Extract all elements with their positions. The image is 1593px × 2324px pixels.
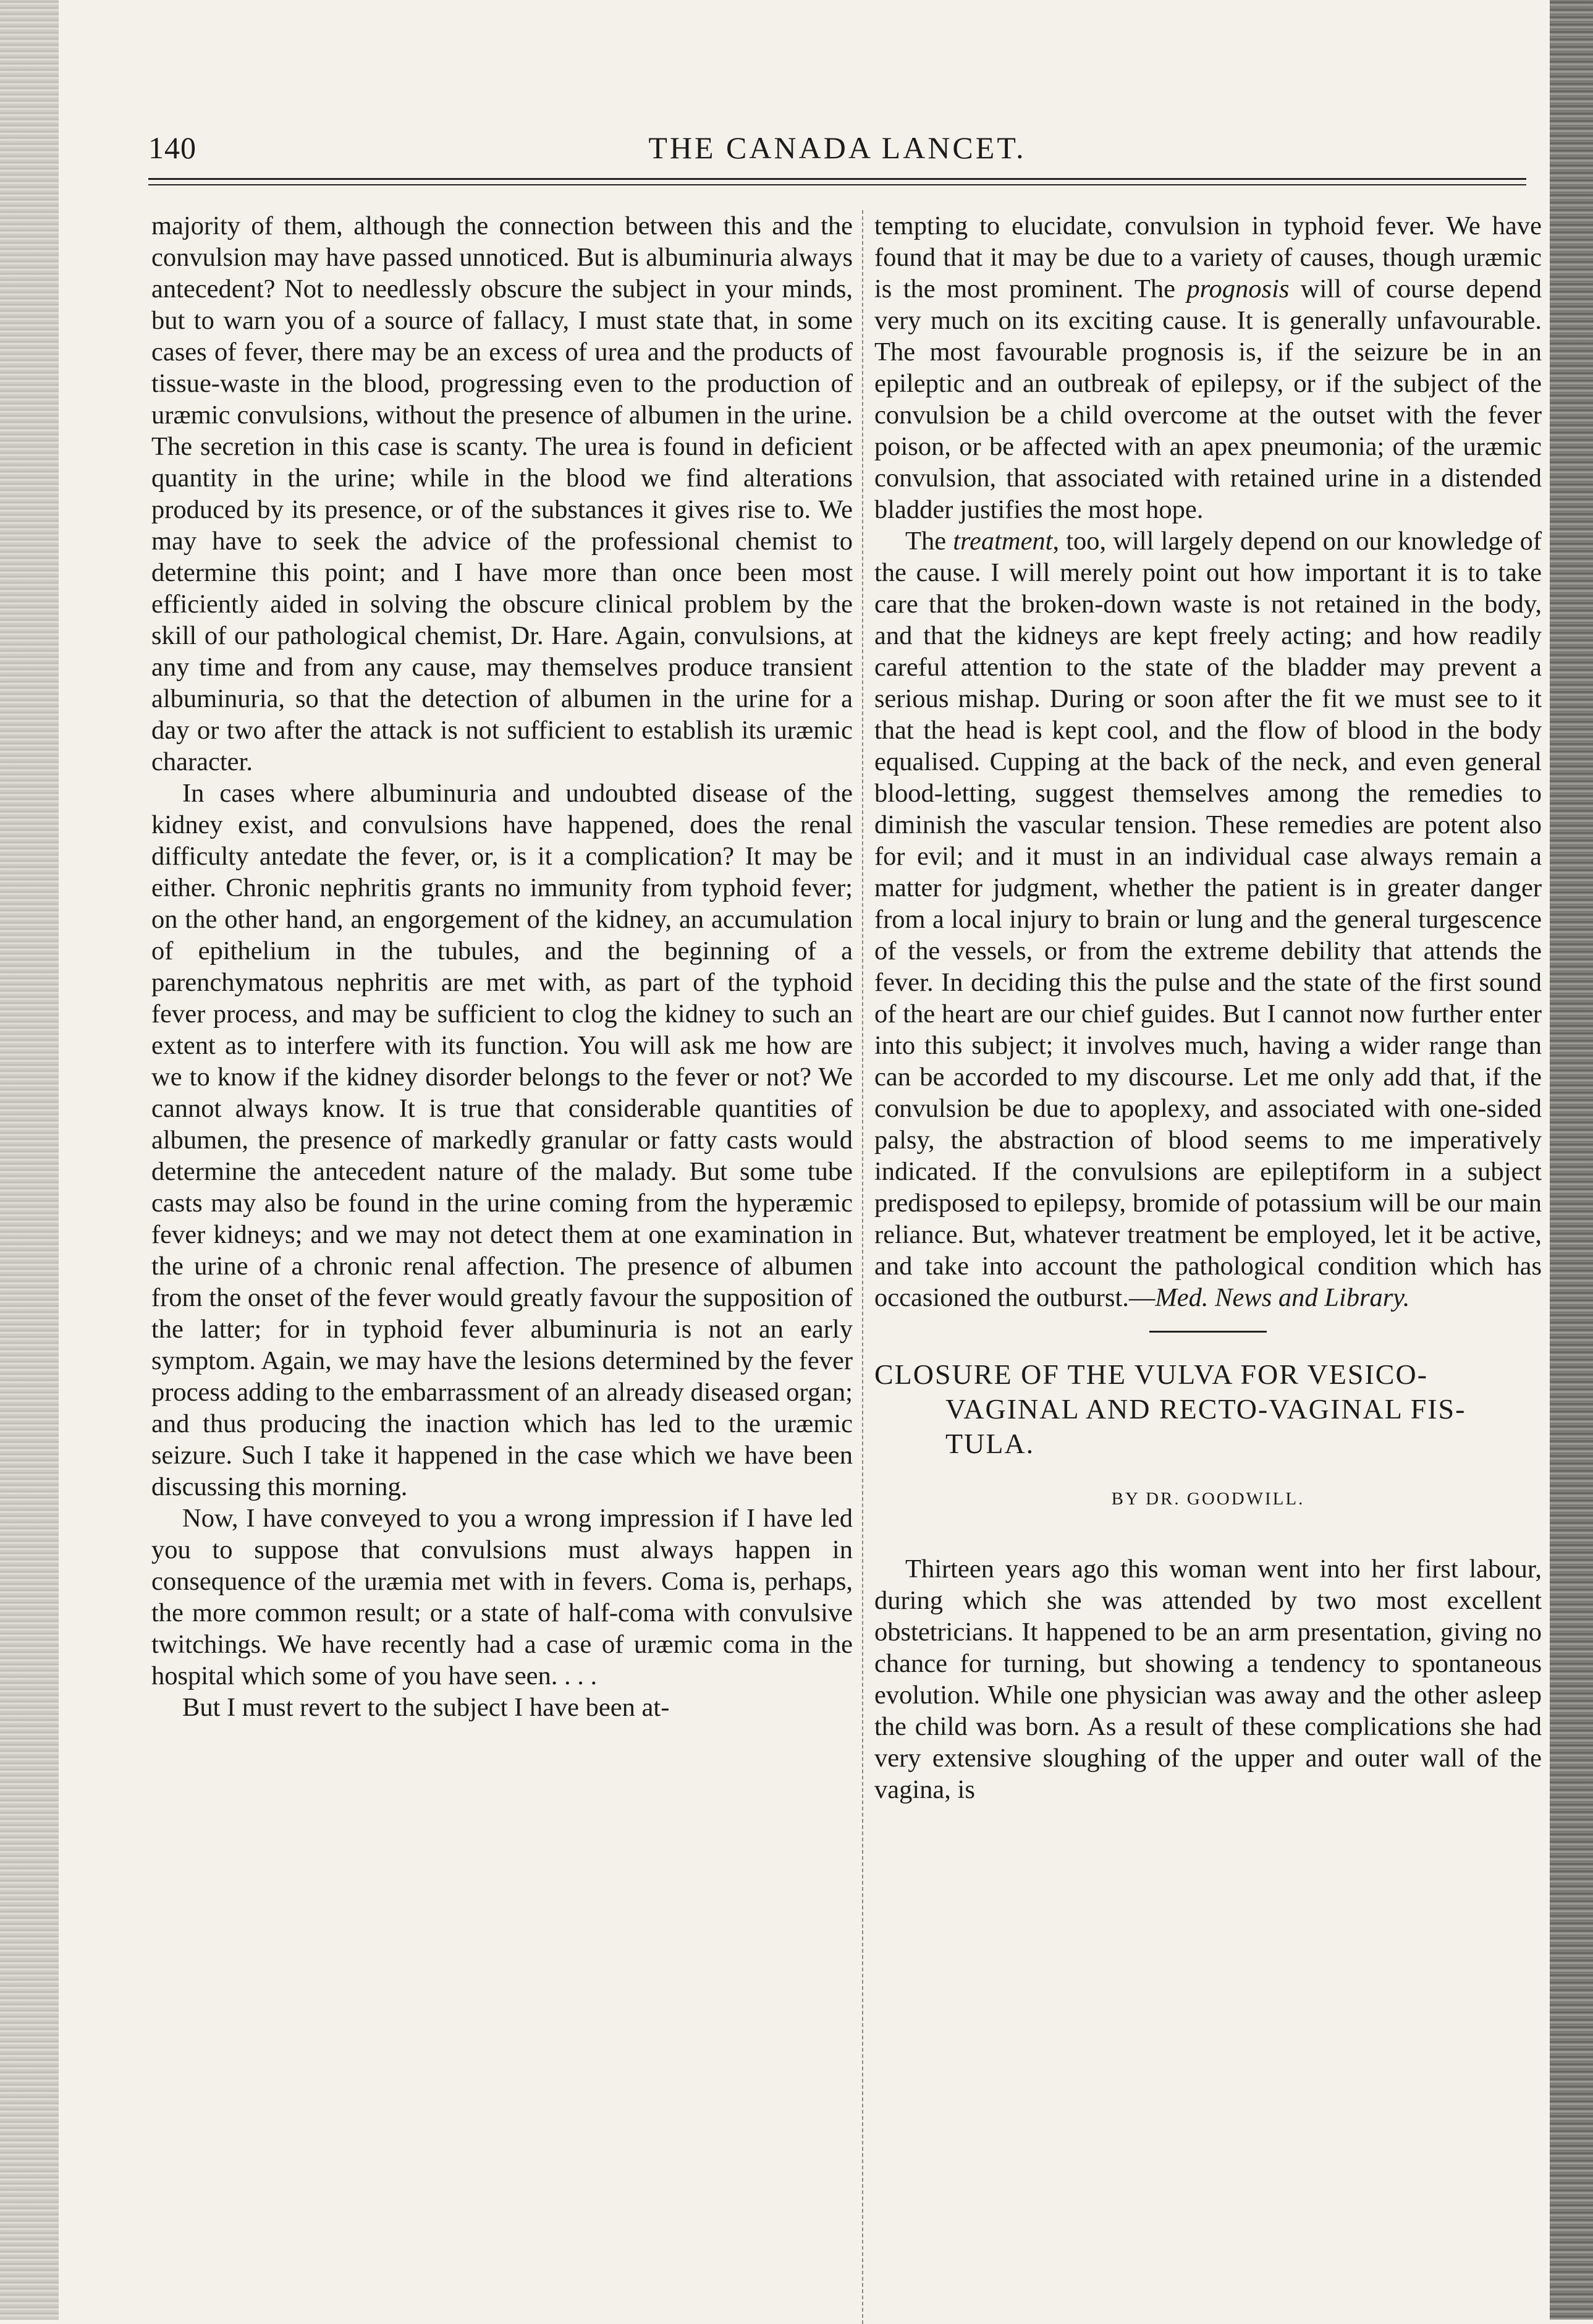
page-header: [148, 130, 1526, 173]
article-title: [874, 1357, 1542, 1461]
paragraph-text: tempting to elucidate, convulsion in typhoid fever. We have found that it may be due to a variety of causes, though uræmic is the most prominent. The: [874, 211, 1542, 303]
paragraph: majority of them, although the connection between this and the convulsion may have passed unnoticed. But is albuminuria always antecedent? Not to needlessly obscure the subject in your minds, but to warn you of a source of fallacy, I must state that, in some cases of fever, there may be an excess of urea and the products of tissue-waste in the blood, progressing even to the production of uræmic convulsions, without the presence of albumen in the urine. The secretion in this case is scanty. The urea is found in deficient quantity in the urine; while in the blood we find alterations produced by its presence, or of the substances it gives rise to. We may have to seek the advice of the professional chemist to determine this point; and I have more than once been most efficiently aided in solving the obscure clinical problem by the skill of our pathological chemist, Dr. Hare. Again, convulsions, at any time and from any cause, may themselves produce transient albuminuria, so that the detection of albumen in the urine for a day or two after the attack is not sufficient to establish its uræmic character.: [151, 211, 853, 776]
paragraph: [874, 210, 1542, 525]
page-edge-right: [1550, 0, 1593, 2320]
paragraph-text: will of course depend very much on its exciting cause. It is generally unfavourable. The most favourable prognosis is, if the seizure be in an epileptic and an outbreak of epilepsy, or if the subject of the convulsion be a child overcome at the outset with the fever poison, or be affected with an apex pneumonia; of the uræmic convulsion, that associated with retained urine in a distended bladder justifies the most hope.: [874, 274, 1542, 524]
article-title-line: CLOSURE OF THE VULVA FOR VESICO-: [874, 1359, 1429, 1390]
article-title-line: TULA.: [945, 1428, 1035, 1459]
page-edge-left: [0, 0, 59, 2320]
header-rule: [148, 178, 1526, 180]
running-title: THE CANADA LANCET.: [648, 130, 1026, 165]
paragraph: In cases where albuminuria and undoubted disease of the kidney exist, and convulsions have happened, does the renal difficulty antedate the fever, or, is it a complication? It may be either. Chronic nephritis grants no immunity from typhoid fever; on the other hand, an engorgement of the kidney, an accumulation of epithelium in the tubules, and the beginning of a parenchymatous nephritis are met with, as part of the typhoid fever process, and may be sufficient to clog the kidney to such an extent as to interfere with its function. You will ask me how are we to know if the kidney disorder belongs to the fever or not? We cannot always know. It is true that considerable quantities of albumen, the presence of markedly granular or fatty casts would determine the antecedent nature of the malady. But some tube casts may also be found in the urine coming from the hyperæmic fever kidneys; and we may not detect them at one examination in the urine of a chronic renal affection. The presence of albumen from the onset of the fever would greatly favour the supposition of the latter; for in typhoid fever albuminuria is not an early symptom. Again, we may have the lesions determined by the fever process adding to the embarrassment of an already diseased organ; and thus producing the inaction which has led to the uræmic seizure. Such I take it happened in the case which we have been discussing this morning.: [151, 779, 853, 1501]
paragraph: But I must revert to the subject I have been at-: [182, 1693, 670, 1722]
paragraph: Now, I have conveyed to you a wrong impression if I have led you to suppose that convulsions must always happen in consequence of the uræmia met with in fevers. Coma is, perhaps, the more common result; or a state of half-coma with convulsive twitchings. We have recently had a case of uræmic coma in the hospital which some of you have seen. . . .: [151, 1504, 853, 1690]
section-separator: [1149, 1331, 1267, 1333]
right-column: [874, 210, 1542, 1805]
left-column: [151, 210, 853, 1723]
article-byline: BY DR. GOODWILL.: [1111, 1489, 1305, 1509]
article-title-line: VAGINAL AND RECTO-VAGINAL FIS-: [945, 1393, 1466, 1425]
article-body: Thirteen years ago this woman went into her first labour, during which she was attended by two most excellent obstetricians. It happened to be an arm presentation, giving no chance for turning, but showing a tendency to spontaneous evolution. While one physician was away and the other asleep the child was born. As a result of these complications she had very extensive sloughing of the upper and outer wall of the vagina, is: [874, 1554, 1542, 1804]
paragraph: [874, 525, 1542, 1313]
italic-term: prognosis: [1186, 274, 1290, 303]
source-citation: Med. News and Library.: [1155, 1283, 1410, 1312]
paragraph-text: , too, will largely depend on our knowledge of the cause. I will merely point out how important it is to take care that the broken-down waste is not retained in the body, and that the kidneys are kept freely acting; and how readily careful attention to the state of the bladder may prevent a serious mishap. During or soon after the fit we must see to it that the head is kept cool, and the flow of blood in the body equalised. Cupping at the back of the neck, and even general blood-letting, suggest themselves among the remedies to diminish the vascular tension. These remedies are potent also for evil; and it must in an individual case always remain a matter for judgment, whether the patient is in greater danger from a local injury to brain or lung and the general turgescence of the vessels, or from the extreme debility that attends the fever. In deciding this the pulse and the state of the first sound of the heart are our chief guides. But I cannot now further enter into this subject; it involves much, having a wider range than can be accorded to my discourse. Let me only add that, if the convulsion be due to apoplexy, and associated with one-sided palsy, the abstraction of blood seems to me imperatively indicated. If the convulsions are epileptiform in a subject predisposed to epilepsy, bromide of potassium will be our main reliance. But, whatever treatment be employed, let it be active, and take into account the pathological condition which has occasioned the outburst.—: [874, 527, 1542, 1312]
paragraph-text: The: [905, 527, 953, 556]
header-rule-thin: [148, 184, 1526, 185]
page-number: 140: [148, 130, 196, 165]
italic-term: treatment: [953, 527, 1053, 556]
column-divider: [862, 210, 863, 2324]
